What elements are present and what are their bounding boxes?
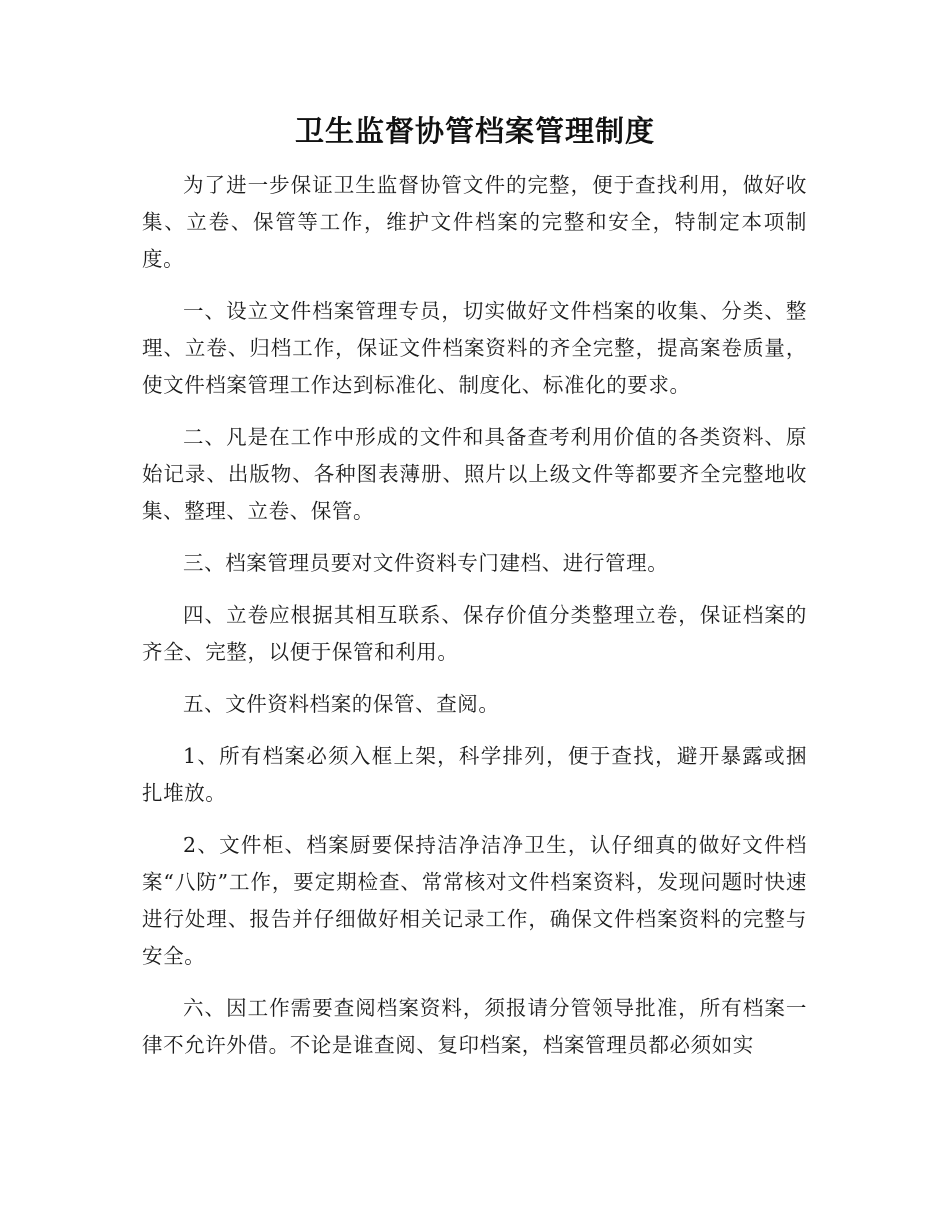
paragraph-article-3: 三、档案管理员要对文件资料专门建档、进行管理。 <box>183 551 669 575</box>
paragraph-intro: 为了进一步保证卫生监督协管文件的完整，便于查找利用，做好收集、立卷、保管等工作，维护文件档案的完整和安全，特制定本项制度。 <box>142 173 807 271</box>
paragraph-article-4: 四、立卷应根据其相互联系、保存价值分类整理立卷，保证档案的齐全、完整，以便于保管和利用。 <box>142 603 807 664</box>
document-title: 卫生监督协管档案管理制度 <box>294 114 655 148</box>
paragraph-article-2: 二、凡是在工作中形成的文件和具备查考利用价值的各类资料、原始记录、出版物、各种图表薄册、照片以上级文件等都要齐全完整地收集、整理、立卷、保管。 <box>142 425 807 523</box>
document-body <box>142 167 807 1079</box>
paragraph-item-1: 1、所有档案必须入框上架，科学排列，便于查找，避开暴露或捆扎堆放。 <box>142 744 807 805</box>
paragraph-article-6: 六、因工作需要查阅档案资料，须报请分管领导批准，所有档案一律不允许外借。不论是谁查阅、复印档案，档案管理员都必须如实 <box>142 996 807 1057</box>
paragraph-article-5: 五、文件资料档案的保管、查阅。 <box>183 692 500 716</box>
paragraph-item-2: 2、文件柜、档案厨要保持洁净洁净卫生，认仔细真的做好文件档案“八防”工作，要定期检查、常常核对文件档案资料，发现问题时快速进行处理、报告并仔细做好相关记录工作，确保文件档案资料的完整与安全。 <box>142 833 807 968</box>
paragraph-article-1: 一、设立文件档案管理专员，切实做好文件档案的收集、分类、整理、立卷、归档工作，保证文件档案资料的齐全完整，提高案卷质量，使文件档案管理工作达到标准化、制度化、标准化的要求。 <box>142 299 807 397</box>
